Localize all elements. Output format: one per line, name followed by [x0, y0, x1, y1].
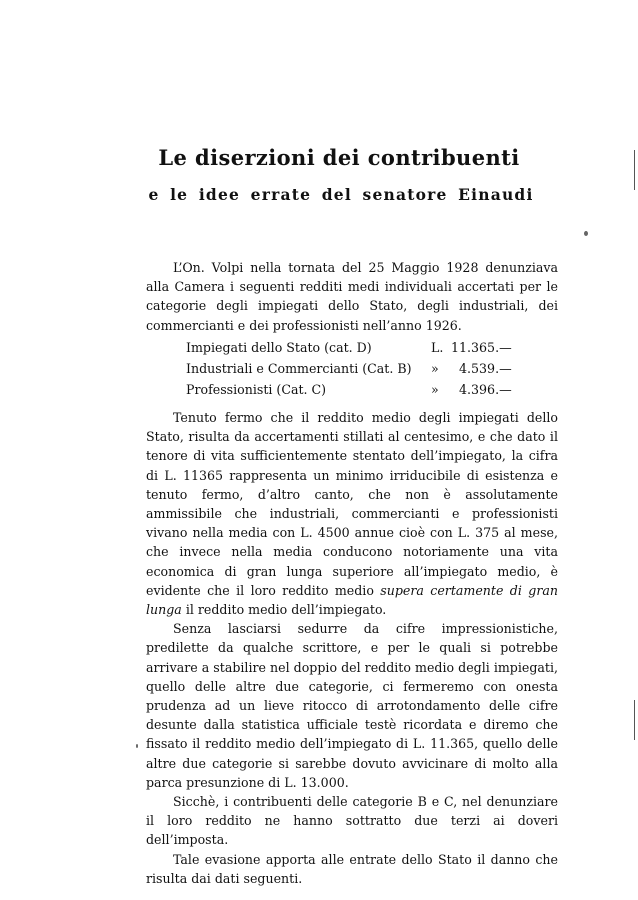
- income-amount: 11.365.—: [451, 340, 512, 355]
- paragraph-2: [146, 408, 558, 619]
- table-row: [186, 358, 512, 379]
- income-category: Impiegati dello Stato (cat. D): [186, 340, 372, 355]
- table-row: [186, 379, 512, 400]
- income-amount: 4.396.—: [459, 382, 512, 397]
- scan-speck: [136, 744, 138, 748]
- paragraph-2-text-b: il reddito medio dell’impiegato.: [181, 602, 387, 618]
- table-row: [186, 337, 512, 358]
- income-category: Industriali e Commercianti (Cat. B): [186, 361, 412, 376]
- page-title: Le diserzioni dei contribuenti: [158, 145, 520, 170]
- income-prefix: L.: [431, 340, 444, 355]
- paragraph-5: Tale evasione apporta alle entrate dello Stato il danno che risulta dai dati seguenti.: [146, 851, 558, 886]
- income-amount: 4.539.—: [459, 361, 512, 376]
- paragraph-4: Sicchè, i contribuenti delle categorie B e C, nel denunziare il loro reddito ne hanno sottratto due terzi ai doveri dell’imposta.: [146, 794, 558, 848]
- income-prefix: »: [431, 361, 439, 376]
- income-category: Professionisti (Cat. C): [186, 382, 327, 397]
- paragraph-3: Senza lasciarsi sedurre da cifre impressionistiche, predilette da qualche scrittore, e per le quali si potrebbe arrivare a stabilire nel doppio del reddito medio degli impiegati, quello delle altre due categorie, ci fermeremo con onesta prudenza ad un lieve ritocco di arrotondamento delle cifre desunte dalla statistica ufficiale testè ricordata e diremo che fissato il reddito medio dell’impiegato di L. 11.365, quello delle altre due categorie si sarebbe dovuto avvicinare di molto alla parca presunzione di L. 13.000.: [146, 621, 558, 790]
- page-subtitle: e le idee errate del senatore Einaudi: [148, 185, 534, 204]
- intro-paragraph: L’On. Volpi nella tornata del 25 Maggio 1928 denunziava alla Camera i seguenti redditi medi individuali accertati per le categorie degli impiegati dello Stato, degli industriali, dei commercianti e dei professionisti nell’anno 1926.: [146, 260, 558, 333]
- paragraph-2-text-a: Tenuto fermo che il reddito medio degli impiegati dello Stato, risulta da accertamenti stillati al centesimo, e che dato il tenore di vita sufficientemente stentato dell’impiegato, la cifra di L. 11365 rappresenta un minimo irriducibile di esistenza e tenuto fermo, d’altro canto, che non è assolutamente ammissibile che industriali, commercianti e professionisti vivano nella media con L. 4500 annue cioè con L. 375 al mese, che invece nella media conducono notoriamente una vita economica di gran lunga superiore all’impiegato medio, è evidente che il loro reddito medio: [146, 410, 558, 598]
- intro-section: [146, 258, 558, 335]
- scan-edge-mark: [634, 150, 635, 190]
- income-prefix: »: [431, 382, 439, 397]
- scan-speck: [584, 231, 588, 236]
- scan-edge-mark: [634, 700, 635, 740]
- paragraph-2-emphasis: supera certamente di gran lunga: [146, 582, 558, 618]
- income-table: [186, 337, 512, 400]
- main-section: [146, 408, 558, 888]
